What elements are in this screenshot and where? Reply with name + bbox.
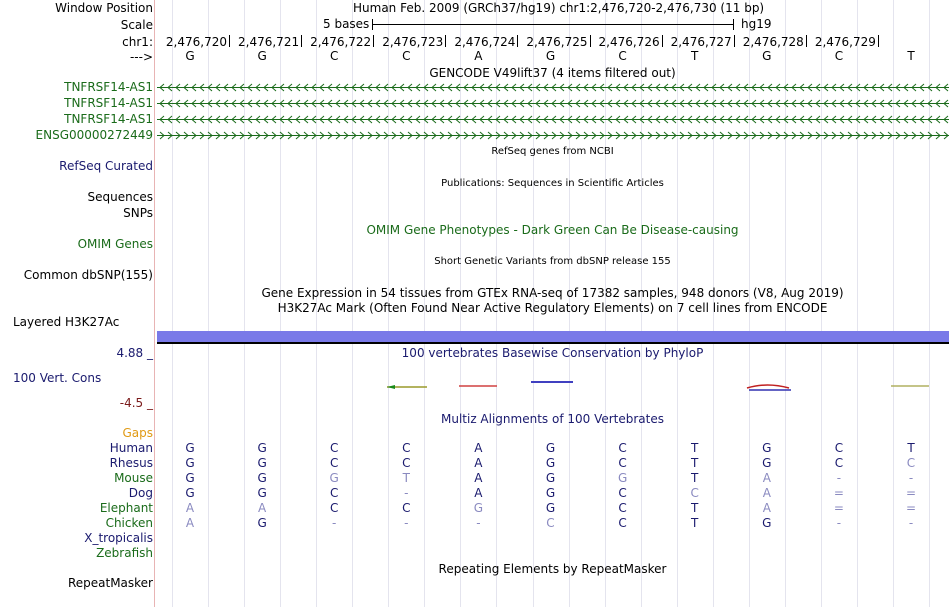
alignment-base: G	[545, 471, 556, 485]
publications-sequences-label[interactable]: Sequences	[87, 190, 153, 204]
coordinate-label: 2,476,720	[165, 35, 227, 49]
coordinate-tick	[806, 35, 807, 47]
species-label[interactable]: Human	[109, 441, 153, 455]
alignment-base: T	[907, 441, 915, 455]
alignment-base: C	[329, 501, 339, 515]
gene-label[interactable]: ENSG00000272449	[35, 128, 153, 142]
publications-snps-label[interactable]: SNPs	[123, 206, 153, 220]
alignment-base: G	[762, 456, 772, 470]
alignment-base: T	[691, 471, 699, 485]
alignment-base: C	[690, 486, 699, 500]
alignment-base: -	[836, 516, 842, 530]
species-label[interactable]: Mouse	[114, 471, 153, 485]
scale-bar	[372, 24, 733, 25]
h3k27ac-baseline	[157, 342, 949, 344]
alignment-base: C	[402, 441, 411, 455]
scale-bar-right-end	[733, 19, 734, 30]
species-label[interactable]: Chicken	[105, 516, 153, 530]
alignment-base: C	[618, 501, 627, 515]
phylop-max-label: 4.88 _	[116, 346, 153, 360]
alignment-base: T	[691, 456, 699, 470]
coordinate-label: 2,476,726	[598, 35, 660, 49]
alignment-base: C	[329, 456, 339, 470]
alignment-base: G	[185, 441, 195, 455]
phylop-track-title[interactable]: 100 vertebrates Basewise Conservation by PhyloP	[401, 346, 704, 360]
coordinate-label: 2,476,728	[742, 35, 804, 49]
gtex-track-title[interactable]: Gene Expression in 54 tissues from GTEx RNA-seq of 17382 samples, 948 donors (V8, Aug 2019)	[261, 286, 844, 300]
gene-label[interactable]: TNFRSF14-AS1	[64, 112, 153, 126]
alignment-base: C	[834, 441, 844, 455]
phylop-min-label: -4.5 _	[119, 396, 153, 410]
refseq-track-label[interactable]: RefSeq Curated	[59, 159, 153, 173]
alignment-base: C	[329, 486, 339, 500]
sequence-base: C	[834, 49, 844, 63]
alignment-base: T	[691, 516, 699, 530]
alignment-base: G	[257, 486, 267, 500]
alignment-base: C	[618, 516, 627, 530]
alignment-base: G	[257, 456, 267, 470]
gene-arrow-track[interactable]	[157, 83, 949, 92]
alignment-base: G	[257, 471, 267, 485]
alignment-base: G	[185, 456, 195, 470]
alignment-base: -	[404, 516, 409, 530]
assembly-label: hg19	[741, 17, 772, 31]
coordinate-tick	[590, 35, 591, 47]
alignment-base: G	[762, 516, 772, 530]
gene-arrow-track[interactable]	[157, 115, 949, 124]
sequence-base: G	[545, 49, 556, 63]
coordinate-tick	[445, 35, 446, 47]
coordinate-label: 2,476,723	[382, 35, 444, 49]
coordinate-tick	[734, 35, 735, 47]
coordinate-tick	[662, 35, 663, 47]
alignment-base: C	[906, 456, 916, 470]
species-label[interactable]: Rhesus	[109, 456, 153, 470]
species-label[interactable]: X_tropicalis	[84, 531, 153, 545]
multiz-gaps-label[interactable]: Gaps	[122, 426, 153, 440]
species-label[interactable]: Elephant	[99, 501, 153, 515]
alignment-base: T	[691, 501, 699, 515]
alignment-base: A	[185, 501, 195, 515]
omim-track-label[interactable]: OMIM Genes	[77, 237, 153, 251]
coordinate-tick	[373, 35, 374, 47]
alignment-base: C	[618, 486, 627, 500]
alignment-base: A	[474, 456, 483, 470]
multiz-track-title[interactable]: Multiz Alignments of 100 Vertebrates	[440, 412, 665, 426]
sequence-base: T	[907, 49, 915, 63]
scale-text: 5 bases	[323, 17, 370, 31]
phylop-wiggle	[155, 376, 950, 396]
coordinate-label: 2,476,729	[814, 35, 876, 49]
sequence-base: C	[402, 49, 411, 63]
alignment-base: -	[332, 516, 337, 530]
alignment-base: C	[618, 456, 627, 470]
scale-bar-left-end	[372, 19, 373, 30]
repeatmasker-track-label[interactable]: RepeatMasker	[67, 576, 153, 590]
scale-label: Scale	[120, 18, 153, 32]
alignment-base: T	[402, 471, 410, 485]
alignment-base: G	[257, 516, 267, 530]
window-position-label: Window Position	[55, 1, 153, 15]
alignment-base: -	[908, 471, 914, 485]
species-label[interactable]: Dog	[128, 486, 153, 500]
coordinate-label: 2,476,724	[454, 35, 516, 49]
dbsnp-track-title[interactable]: Short Genetic Variants from dbSNP release 155	[434, 256, 671, 267]
alignment-base: C	[546, 516, 555, 530]
gene-arrow-track[interactable]	[157, 131, 949, 140]
gene-arrow-track[interactable]	[157, 99, 949, 108]
coordinate-label: 2,476,725	[526, 35, 588, 49]
h3k27ac-track-label[interactable]: Layered H3K27Ac	[13, 315, 120, 329]
alignment-base: G	[473, 501, 484, 515]
sequence-base: G	[257, 49, 267, 63]
window-position-text[interactable]: Human Feb. 2009 (GRCh37/hg19) chr1:2,476,720-2,476,730 (11 bp)	[353, 1, 765, 15]
alignment-base: G	[257, 441, 267, 455]
sequence-base: G	[762, 49, 772, 63]
alignment-base: G	[185, 471, 195, 485]
alignment-base: =	[905, 501, 917, 515]
gene-label[interactable]: TNFRSF14-AS1	[64, 96, 153, 110]
alignment-base: G	[185, 486, 195, 500]
gene-label[interactable]: TNFRSF14-AS1	[64, 80, 153, 94]
alignment-base: -	[908, 516, 914, 530]
coordinate-label: 2,476,727	[670, 35, 732, 49]
alignment-base: G	[617, 471, 628, 485]
sequence-base: G	[185, 49, 195, 63]
alignment-base: G	[762, 441, 772, 455]
sequence-base: T	[691, 49, 699, 63]
coordinate-label: 2,476,721	[238, 35, 300, 49]
alignment-base: =	[905, 486, 917, 500]
publications-track-title[interactable]: Publications: Sequences in Scientific Articles	[441, 178, 664, 189]
strand-label: --->	[129, 50, 153, 64]
alignment-base: A	[474, 471, 483, 485]
coordinate-tick	[517, 35, 518, 47]
alignment-base: G	[329, 471, 339, 485]
sequence-base: A	[474, 49, 483, 63]
sequence-base: C	[618, 49, 627, 63]
alignment-base: C	[834, 456, 844, 470]
sequence-base: C	[329, 49, 339, 63]
alignment-base: -	[836, 471, 842, 485]
alignment-base: -	[404, 486, 409, 500]
alignment-base: G	[545, 501, 556, 515]
alignment-base: A	[474, 441, 483, 455]
alignment-base: A	[762, 501, 771, 515]
alignment-base: C	[402, 456, 411, 470]
alignment-base: C	[329, 441, 339, 455]
h3k27ac-signal-bar	[157, 331, 949, 342]
alignment-base: C	[402, 501, 411, 515]
alignment-base: =	[833, 501, 844, 515]
alignment-base: -	[476, 516, 481, 530]
chrom-label: chr1:	[122, 35, 153, 49]
alignment-base: G	[545, 486, 556, 500]
species-label[interactable]: Zebrafish	[96, 546, 153, 560]
coordinate-tick	[229, 35, 230, 47]
alignment-base: A	[762, 471, 771, 485]
alignment-base: A	[474, 486, 483, 500]
dbsnp-track-label[interactable]: Common dbSNP(155)	[23, 268, 153, 282]
alignment-base: A	[257, 501, 267, 515]
alignment-base: A	[185, 516, 195, 530]
alignment-base: A	[762, 486, 771, 500]
alignment-base: T	[691, 441, 699, 455]
refseq-track-title[interactable]: RefSeq genes from NCBI	[491, 146, 614, 157]
gencode-track-title[interactable]: GENCODE V49lift37 (4 items filtered out)	[429, 66, 676, 80]
alignment-base: =	[833, 486, 844, 500]
phylop-track-label[interactable]: 100 Vert. Cons	[13, 371, 102, 385]
h3k27ac-track-title[interactable]: H3K27Ac Mark (Often Found Near Active Regulatory Elements) on 7 cell lines from ENCODE	[277, 301, 828, 315]
alignment-base: G	[545, 441, 556, 455]
alignment-base: C	[618, 441, 627, 455]
coordinate-tick	[301, 35, 302, 47]
alignment-base: G	[545, 456, 556, 470]
coordinate-tick	[878, 35, 879, 47]
coordinate-label: 2,476,722	[310, 35, 372, 49]
omim-track-title[interactable]: OMIM Gene Phenotypes - Dark Green Can Be Disease-causing	[366, 223, 739, 237]
repeatmasker-track-title[interactable]: Repeating Elements by RepeatMasker	[438, 562, 667, 576]
